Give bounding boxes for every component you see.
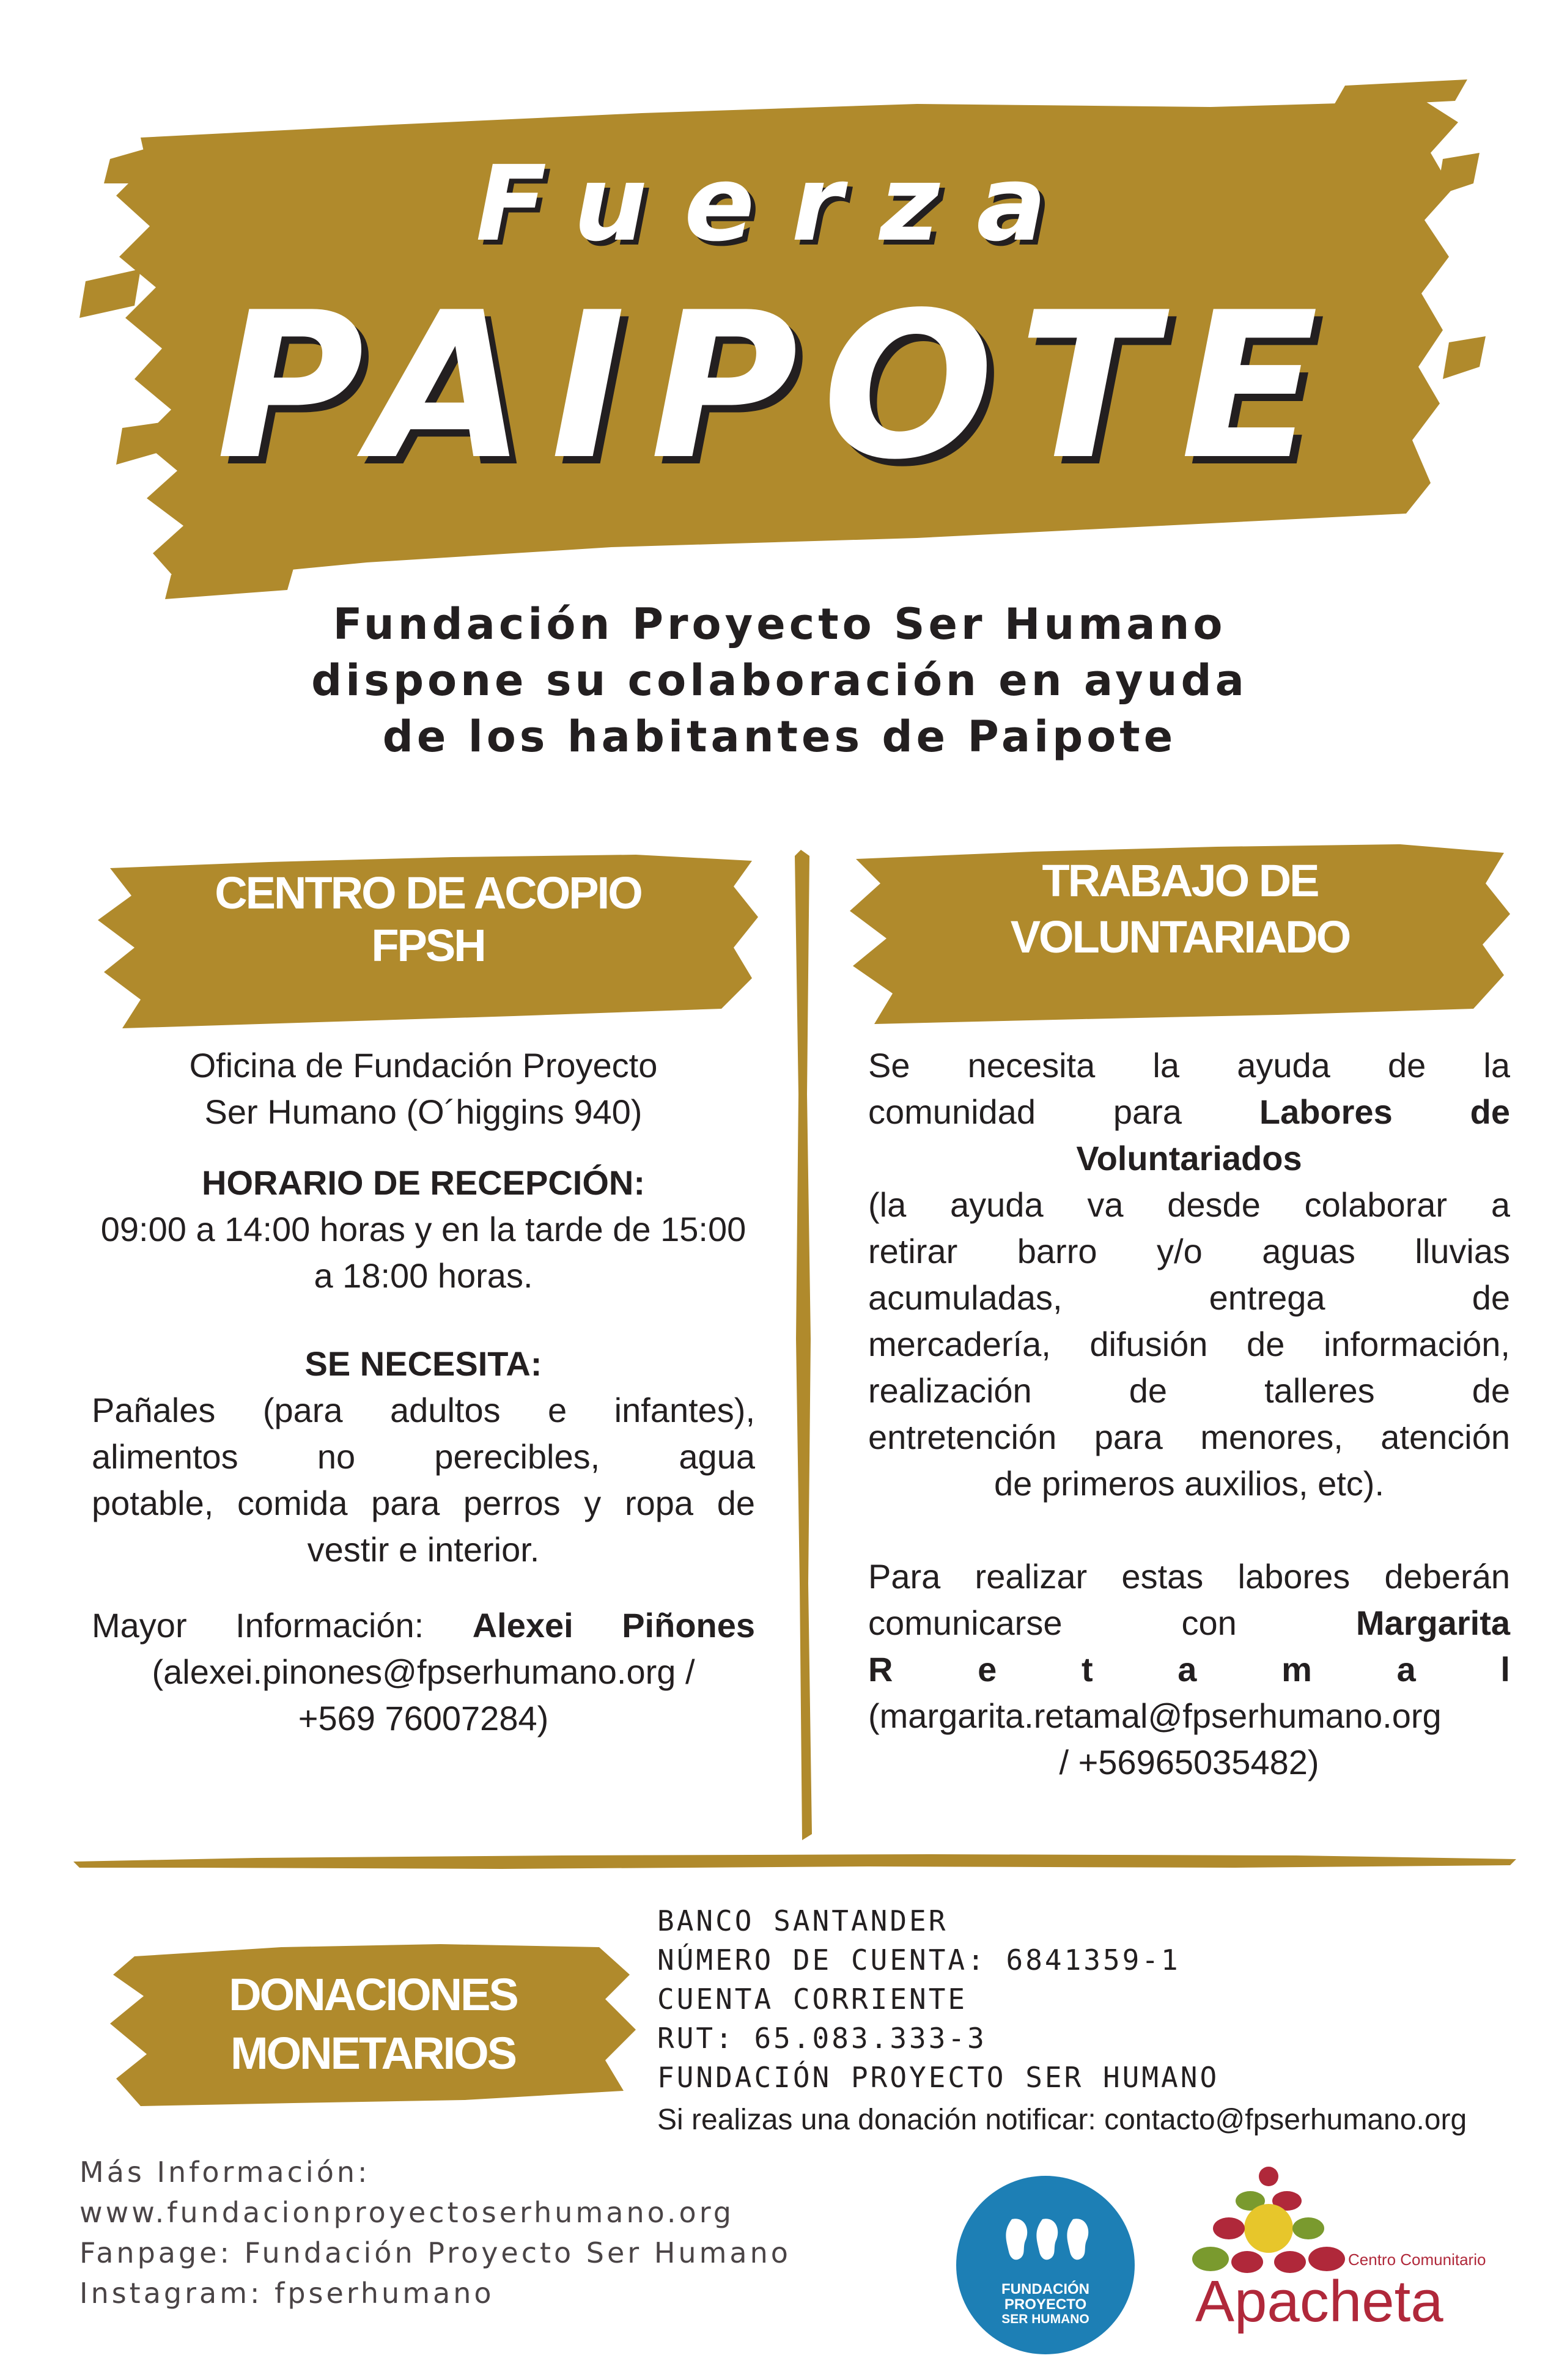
volunteer-line-2	[868, 1089, 1510, 1135]
volunteer-line-9: entretención para menores, atención	[868, 1418, 1510, 1456]
bank-account-number: NÚMERO DE CUENTA: 6841359-1	[657, 1943, 1181, 1977]
volunteer-line-1: Se necesita la ayuda de la	[868, 1046, 1510, 1085]
coordinator-phone: / +56965035482)	[1059, 1743, 1319, 1781]
donations-title	[110, 1966, 636, 2083]
needs-line-2: alimentos no perecibles, agua	[92, 1437, 755, 1476]
bank-details	[657, 1901, 1219, 2097]
intro-text	[183, 596, 1376, 765]
volunteer-line-4: (la ayuda va desde colaborar a	[868, 1185, 1510, 1224]
needs-line-3: potable, comida para perros y ropa de	[92, 1484, 755, 1522]
donations-title-line-2: MONETARIOS	[230, 2028, 516, 2079]
fpsh-logo-line-2: PROYECTO	[1004, 2296, 1087, 2313]
vertical-divider	[789, 850, 819, 1840]
right-section-title-line-1: TRABAJO DE	[1042, 855, 1318, 906]
volunteer-line-8: realización de talleres de	[868, 1371, 1510, 1410]
title-line-fuerza: Fuerza	[476, 144, 1083, 265]
contact-name: Alexei Piñones	[472, 1606, 756, 1645]
horizontal-divider	[73, 1849, 1516, 1874]
coordinator-line-1: Para realizar estas labores deberán	[868, 1557, 1510, 1596]
contact-phone: +569 76007284)	[298, 1699, 549, 1737]
fpsh-logo-line-1: FUNDACIÓN	[1001, 2281, 1089, 2297]
left-section-title-line-2: FPSH	[371, 920, 485, 971]
volunteer-line-3: Voluntariados	[1076, 1139, 1302, 1177]
volunteer-line-2a: comunidad para	[868, 1092, 1182, 1131]
apacheta-logo-small: Centro Comunitario	[1348, 2250, 1486, 2269]
fpsh-logo-line-3: SER HUMANO	[1001, 2312, 1089, 2326]
bank-name: BANCO SANTANDER	[657, 1904, 948, 1937]
instagram-text: Instagram: fpserhumano	[79, 2277, 495, 2310]
coordinator-email[interactable]: (margarita.retamal@fpserhumano.org	[868, 1697, 1442, 1735]
volunteer-line-10: de primeros auxilios, etc).	[993, 1464, 1384, 1503]
coordinator-first-name: Margarita	[1355, 1604, 1510, 1642]
apacheta-logo-big: Apacheta	[1195, 2269, 1443, 2334]
donation-notify-text: Si realizas una donación notificar: contacto@fpserhumano.org	[657, 2104, 1467, 2136]
contact-email[interactable]: (alexei.pinones@fpserhumano.org /	[152, 1652, 695, 1691]
apacheta-stones-icon	[1192, 2167, 1345, 2273]
needs-title: SE NECESITA:	[304, 1344, 542, 1383]
bank-rut: RUT: 65.083.333-3	[657, 2022, 987, 2055]
more-info-label: Más Información:	[79, 2156, 370, 2189]
needs-line-1: Pañales (para adultos e infantes),	[92, 1391, 755, 1429]
intro-line-2: dispone su colaboración en ayuda	[311, 655, 1248, 706]
office-line-1: Oficina de Fundación Proyecto	[189, 1046, 658, 1085]
fpsh-faces-icon	[1006, 2219, 1088, 2260]
left-section-title	[104, 867, 752, 972]
volunteer-line-7: mercadería, difusión de información,	[868, 1325, 1510, 1363]
intro-line-3: de los habitantes de Paipote	[382, 712, 1177, 762]
right-section-title-line-2: VOLUNTARIADO	[1010, 912, 1350, 962]
coordinator-line-2	[868, 1600, 1510, 1646]
schedule-line-1: 09:00 a 14:00 horas y en la tarde de 15:00	[100, 1210, 746, 1248]
right-section-title	[856, 853, 1504, 965]
bank-holder: FUNDACIÓN PROYECTO SER HUMANO	[657, 2061, 1220, 2094]
coordinator-last-name: R e t a m a l	[868, 1650, 1510, 1689]
left-section-title-line-1: CENTRO DE ACOPIO	[215, 868, 641, 918]
title-line-paipote: PAIPOTE	[216, 269, 1343, 504]
contact-line-1	[92, 1602, 755, 1649]
volunteer-tasks-bold: Labores de	[1259, 1092, 1510, 1131]
volunteer-line-5: retirar barro y/o aguas lluvias	[868, 1232, 1510, 1270]
volunteer-line-6: acumuladas, entrega de	[868, 1278, 1510, 1317]
right-column	[868, 1042, 1510, 1786]
donations-title-line-1: DONACIONES	[229, 1969, 517, 2020]
contact-label: Mayor Información:	[92, 1606, 424, 1645]
more-info	[79, 2152, 791, 2313]
coordinator-line-2a: comunicarse con	[868, 1604, 1237, 1642]
apacheta-logo	[1192, 2161, 1510, 2369]
intro-line-1: Fundación Proyecto Ser Humano	[333, 599, 1226, 649]
schedule-title: HORARIO DE RECEPCIÓN:	[202, 1163, 645, 1202]
fpsh-logo	[954, 2173, 1137, 2357]
schedule-line-2: a 18:00 horas.	[314, 1256, 533, 1295]
office-line-2: Ser Humano (O´higgins 940)	[204, 1092, 643, 1131]
bank-account-type: CUENTA CORRIENTE	[657, 1983, 968, 2016]
left-column	[92, 1042, 755, 1742]
website-link[interactable]: www.fundacionproyectoserhumano.org	[79, 2196, 734, 2229]
fanpage-text: Fanpage: Fundación Proyecto Ser Humano	[79, 2236, 791, 2269]
needs-line-4: vestir e interior.	[307, 1530, 540, 1569]
